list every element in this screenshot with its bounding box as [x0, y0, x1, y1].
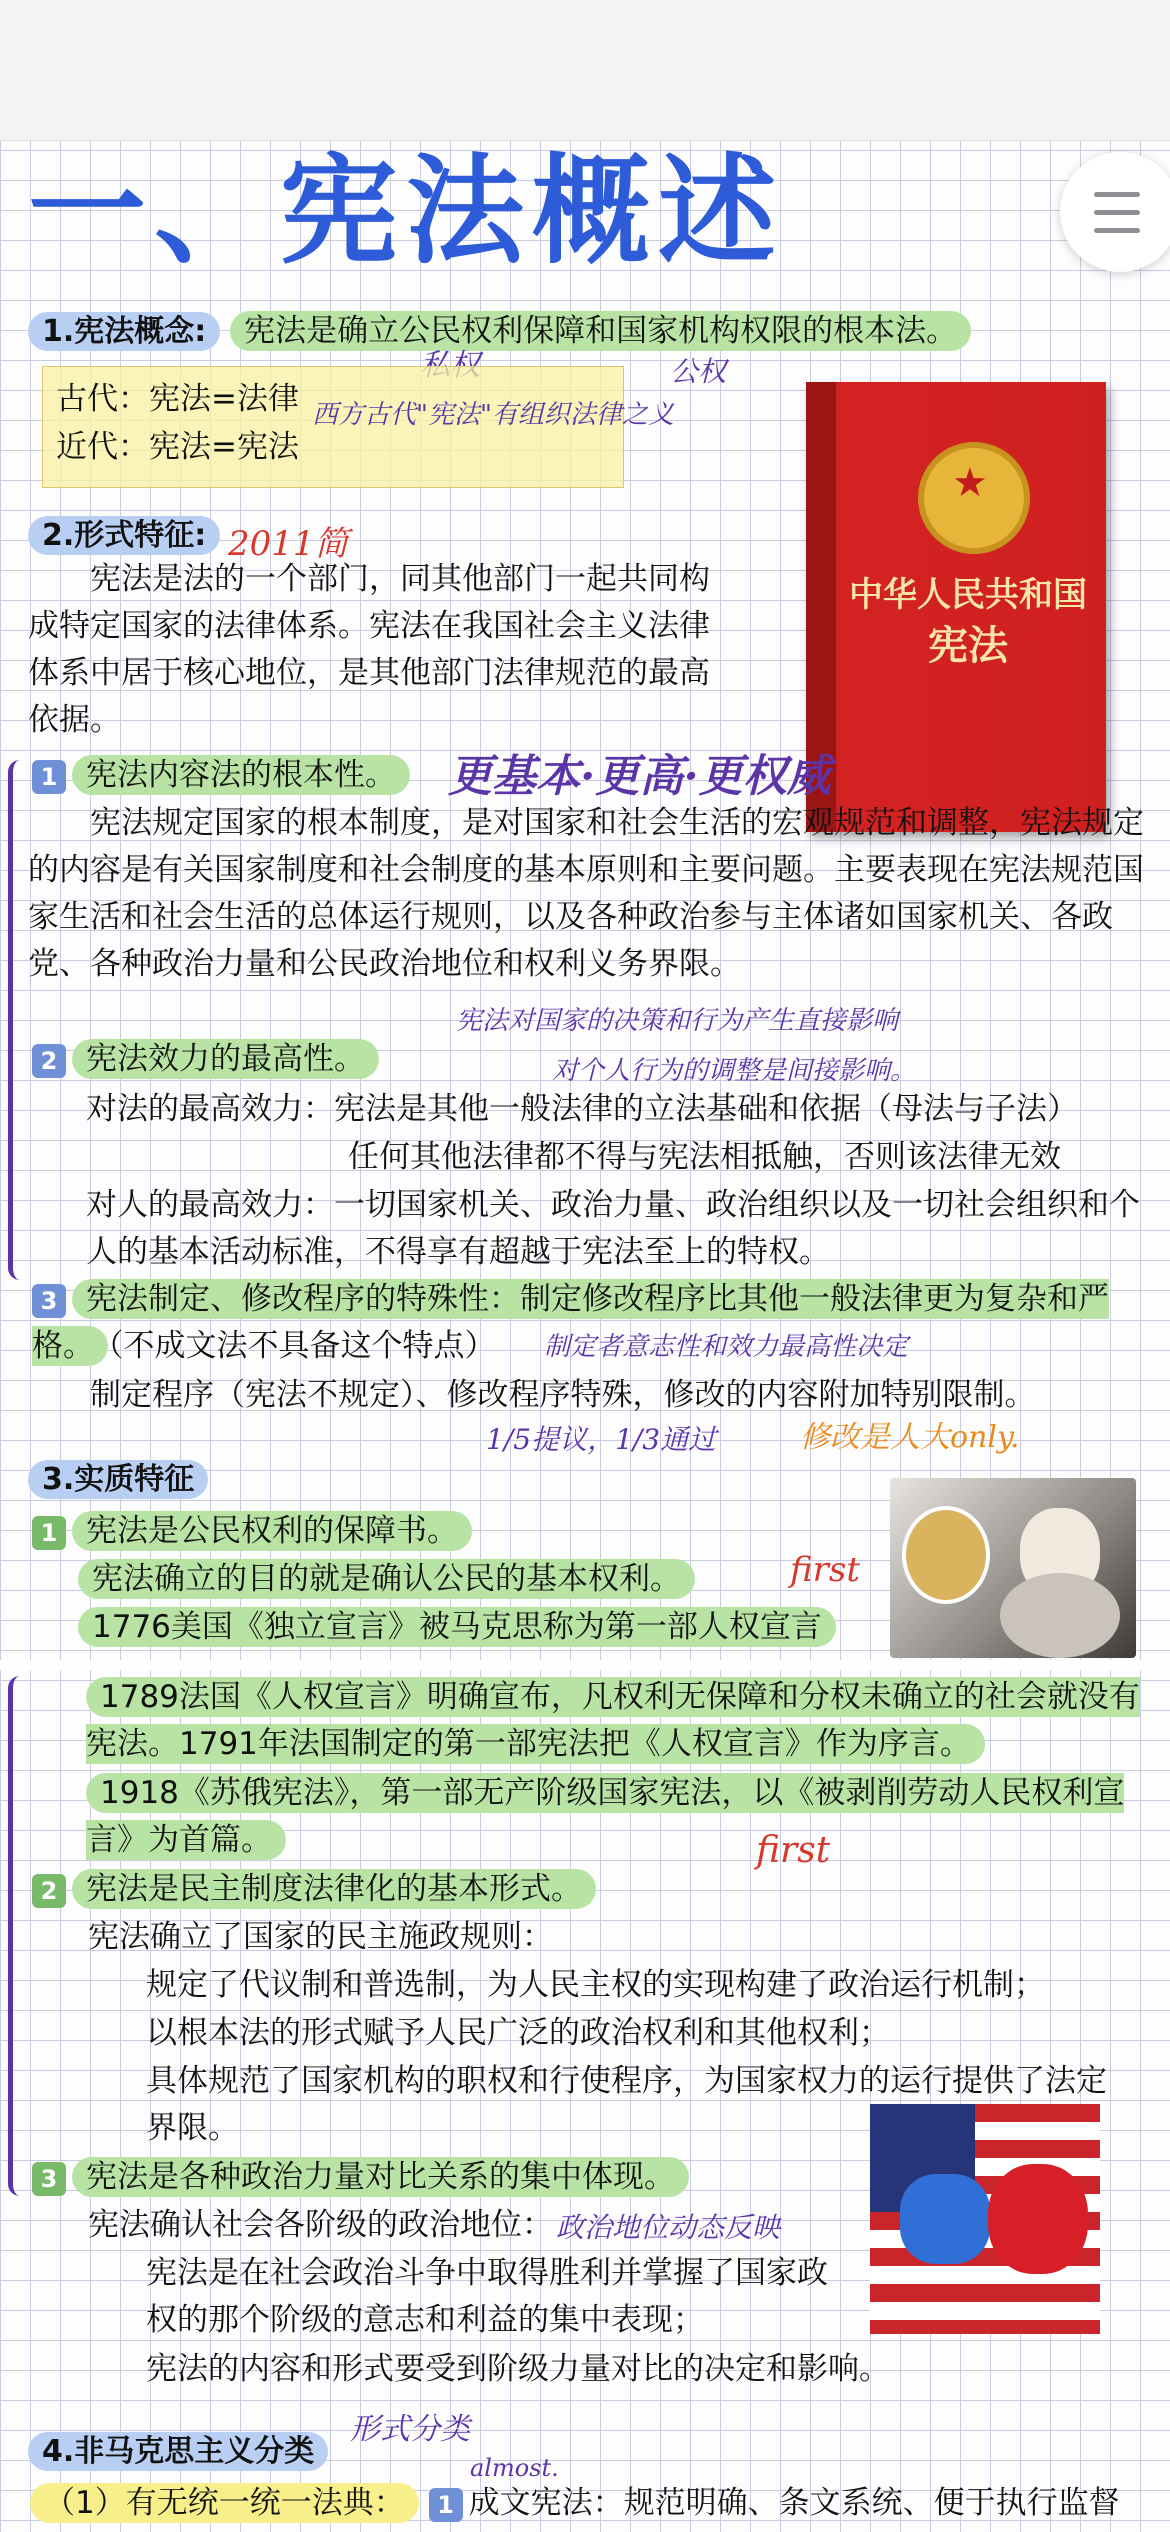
- elephant-icon: [988, 2164, 1088, 2274]
- note-public: 公权: [670, 355, 727, 388]
- democracy-b2: 以根本法的形式赋予人民广泛的政治权利和其他权利；: [146, 2015, 890, 2051]
- number-2-icon: 2: [32, 1044, 66, 1078]
- note-indirect: 对个人行为的调整是间接影响。: [552, 1056, 917, 1086]
- note-almost: almost.: [470, 2454, 559, 2482]
- politics-c1-text: 宪法是在社会政治斗争中取得胜利并掌握了国家政权的那个阶级的意志和利益的集中表现；: [146, 2255, 828, 2338]
- rights-a2-text: 1776美国《独立宣言》被马克思称为第一部人权宣言: [78, 1607, 836, 1647]
- rights-a1-text: 宪法确立的目的就是确认公民的基本权利。: [78, 1559, 695, 1599]
- menu-icon: [1094, 192, 1140, 197]
- note-first-1: first: [790, 1550, 861, 1590]
- rights-a1: [78, 1556, 695, 1603]
- supreme-line-2: 任何其他法律都不得与宪法相抵触，否则该法律无效: [348, 1139, 1061, 1175]
- top-bar: [0, 0, 1170, 141]
- democracy-b1: 规定了代议制和普选制，为人民主权的实现构建了政治运行机制；: [146, 1967, 1045, 2003]
- item-procedure-heading: 宪法制定、修改程序的特殊性：制定修改程序比其他一般法律更为复杂和严格。: [32, 1281, 1109, 1364]
- rights-a3: [86, 1674, 1146, 1768]
- menu-icon-line: [1094, 228, 1140, 233]
- book-title-2: 宪法: [928, 623, 1008, 669]
- note-dynamic: 政治地位动态反映: [556, 2211, 781, 2244]
- section-2-label: 2.形式特征:: [28, 516, 220, 555]
- section-3: [28, 1456, 208, 1503]
- page-title: 一、宪法概述: [28, 142, 785, 280]
- number-3-green-icon: 3: [32, 2162, 66, 2196]
- section-4-label: 4.非马克思主义分类: [28, 2432, 328, 2471]
- us-flag-politics-image: [870, 2104, 1100, 2334]
- document-icon: [902, 1506, 990, 1604]
- note-first-2: first: [756, 1830, 831, 1871]
- item-supreme: [32, 1036, 379, 1083]
- note-triple: 更基本·更高·更权威: [448, 751, 831, 802]
- constitution-book-image: [806, 382, 1106, 832]
- item-rights: [32, 1508, 472, 1555]
- menu-icon-line: [1094, 210, 1140, 215]
- note-proposal: 1/5提议，1/3通过: [486, 1423, 717, 1456]
- democracy-b3: 具体规范了国家机构的职权和行使程序，为国家权力的运行提供了法定界限。: [146, 2063, 1107, 2146]
- democracy-intro: 宪法确立了国家的民主施政规则：: [88, 1919, 553, 1955]
- section-2-paragraph: 宪法是法的一个部门，同其他部门一起共同构成特定国家的法律体系。宪法在我国社会主义法律体系中居于核心地位，是其他部门法律规范的最高依据。: [28, 561, 710, 738]
- section-1-text: 宪法是确立公民权利保障和国家机构权限的根本法。: [230, 311, 971, 351]
- rights-a3-text: 1789法国《人权宣言》明确宣布，凡权利无保障和分权未确立的社会就没有宪法。1791年法国制定的第一部宪法把《人权宣言》作为序言。: [86, 1679, 1140, 1762]
- note-west: 西方古代"宪法"有组织法律之义: [312, 400, 674, 430]
- page-separator: [0, 1660, 1170, 1670]
- brace-2: [8, 1676, 31, 2196]
- note-decided: 制定者意志性和效力最高性决定: [544, 1332, 909, 1362]
- item-politics-heading: 宪法是各种政治力量对比关系的集中体现。: [72, 2157, 689, 2197]
- rights-a4-text: 1918《苏俄宪法》，第一部无产阶级国家宪法，以《被剥削劳动人民权利宣言》为首篇。: [86, 1775, 1125, 1858]
- book-title-1: 中华人民共和国: [849, 575, 1087, 615]
- note-year: 2011简: [228, 524, 349, 564]
- rights-a2: [78, 1604, 836, 1651]
- note-direct: 宪法对国家的决策和行为产生直接影响: [456, 1006, 899, 1036]
- item-politics: [32, 2154, 689, 2201]
- number-3-icon: 3: [32, 1284, 66, 1318]
- menu-button[interactable]: [1060, 152, 1170, 272]
- note-form: 形式分类: [350, 2412, 470, 2447]
- item-procedure-text: 制定程序（宪法不规定）、修改程序特殊，修改的内容附加特别限制。: [90, 1377, 1036, 1413]
- item-democracy: [32, 1866, 596, 1913]
- marx-portrait-image: [890, 1478, 1136, 1658]
- item-fundamental-text: 宪法规定国家的根本制度，是对国家和社会生活的宏观规范和调整，宪法规定的内容是有关国家制度和社会制度的基本原则和主要问题。主要表现在宪法规范国家生活和社会生活的总体运行规则，以及各种政治参与主体诸如国家机关、各政党、各种政治力量和公民政治地位和权利义务界限。: [28, 805, 1144, 982]
- item-rights-heading: 宪法是公民权利的保障书。: [72, 1511, 472, 1551]
- note-npc: 修改是人大only.: [800, 1420, 1020, 1455]
- politics-intro: 宪法确认社会各阶级的政治地位：: [88, 2207, 553, 2243]
- box-line-2: 近代：宪法=宪法: [56, 429, 299, 465]
- section-4: [28, 2428, 328, 2475]
- item-supreme-heading: 宪法效力的最高性。: [72, 1039, 379, 1079]
- section-2: [28, 512, 220, 559]
- politics-c2: 宪法的内容和形式要受到阶级力量对比的决定和影响。: [146, 2351, 890, 2387]
- supreme-line-1: 对法的最高效力：宪法是其他一般法律的立法基础和依据（母法与子法）: [86, 1091, 1078, 1127]
- number-2-green-icon: 2: [32, 1874, 66, 1908]
- national-emblem-icon: [918, 442, 1030, 554]
- section-3-label: 3.实质特征: [28, 1460, 208, 1499]
- number-1-icon: 1: [32, 760, 66, 794]
- section-4-q1-answer: 成文宪法：规范明确、条文系统、便于执行监督: [468, 2485, 1120, 2521]
- item-democracy-heading: 宪法是民主制度法律化的基本形式。: [72, 1869, 596, 1909]
- section-1: [28, 308, 971, 355]
- item-procedure-note: （不成文法不具备这个特点）: [108, 1328, 496, 1364]
- section-4-q1: [30, 2480, 1120, 2527]
- section-1-label: 1.宪法概念:: [28, 312, 220, 351]
- item-fundamental: [32, 752, 410, 799]
- section-4-q1-label: （1）有无统一统一法典：: [30, 2483, 419, 2523]
- supreme-line-3: 对人的最高效力：一切国家机关、政治力量、政治组织以及一切社会组织和个人的基本活动标准，不得享有超越于宪法至上的特权。: [86, 1187, 1140, 1270]
- number-1-blue-icon: 1: [429, 2488, 463, 2522]
- donkey-icon: [900, 2174, 990, 2264]
- rights-a4: [86, 1770, 1146, 1864]
- portrait-beard: [1000, 1573, 1120, 1658]
- box-line-1: 古代：宪法=法律: [56, 381, 299, 417]
- item-fundamental-heading: 宪法内容法的根本性。: [72, 755, 410, 795]
- number-1-green-icon: 1: [32, 1516, 66, 1550]
